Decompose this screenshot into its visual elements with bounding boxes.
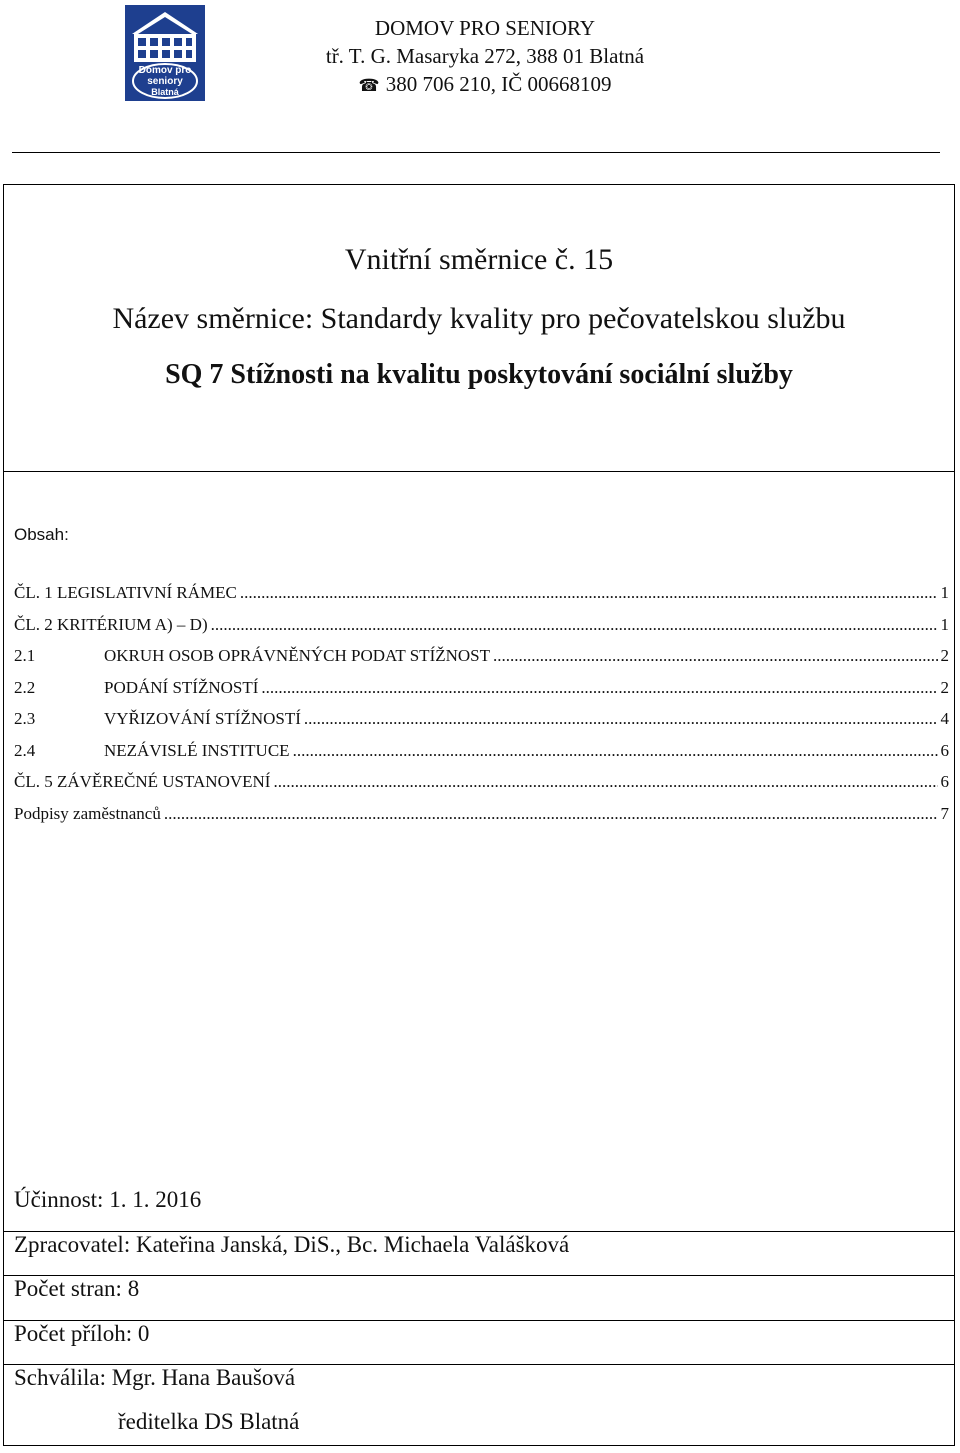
- directive-subject: SQ 7 Stížnosti na kvalitu poskytování sociální služby: [165, 359, 793, 390]
- page-count: Počet stran: 8: [4, 1275, 954, 1320]
- header-divider: [12, 152, 940, 153]
- approved-by: Schválila: Mgr. Hana Baušová: [4, 1364, 954, 1409]
- toc-item[interactable]: 2.1 OKRUH OSOB OPRÁVNĚNÝCH PODAT STÍŽNOST ..... 2: [14, 646, 949, 678]
- toc-item[interactable]: 2.3 VYŘIZOVÁNÍ STÍŽNOSTÍ ..... 4: [14, 709, 949, 741]
- table-of-contents: [14, 583, 949, 835]
- org-contact-line: [280, 70, 690, 100]
- organization-header: [280, 14, 690, 100]
- approver-role: ředitelka DS Blatná: [118, 1408, 300, 1434]
- title-box: [4, 185, 954, 472]
- logo-line2: seniory: [147, 76, 183, 87]
- toc-item[interactable]: ČL. 5 ZÁVĚREČNÉ USTANOVENÍ ..... 6: [14, 772, 949, 804]
- document-metadata: [14, 1187, 954, 1453]
- attachment-count: Počet příloh: 0: [4, 1320, 954, 1365]
- toc-label: Obsah:: [14, 525, 69, 544]
- org-contact: 380 706 210, IČ 00668109: [385, 72, 612, 96]
- phone-icon: ☎: [358, 76, 380, 96]
- document-frame: [3, 184, 955, 1446]
- toc-item[interactable]: 2.4 NEZÁVISLÉ INSTITUCE ..... 6: [14, 741, 949, 773]
- house-logo-icon: [124, 4, 206, 102]
- directive-number: Vnitřní směrnice č. 15: [344, 243, 614, 276]
- logo-line3: Blatná: [151, 87, 179, 97]
- directive-name: Název směrnice: Standardy kvality pro pečovatelskou službu: [112, 302, 846, 335]
- org-name: DOMOV PRO SENIORY: [374, 16, 596, 40]
- toc-item[interactable]: Podpisy zaměstnanců ..... 7: [14, 804, 949, 836]
- toc-item[interactable]: ČL. 2 KRITÉRIUM A) – D) ..... 1: [14, 615, 949, 647]
- toc-item[interactable]: 2.2 PODÁNÍ STÍŽNOSTÍ ..... 2: [14, 678, 949, 710]
- prepared-by: Zpracovatel: Kateřina Janská, DiS., Bc. Michaela Valášková: [4, 1231, 954, 1276]
- effective-date: Účinnost: 1. 1. 2016: [14, 1187, 202, 1212]
- logo-line1: Domov pro: [138, 65, 192, 76]
- toc-item[interactable]: ČL. 1 LEGISLATIVNÍ RÁMEC ..... 1: [14, 583, 949, 615]
- org-address: tř. T. G. Masaryka 272, 388 01 Blatná: [325, 44, 645, 68]
